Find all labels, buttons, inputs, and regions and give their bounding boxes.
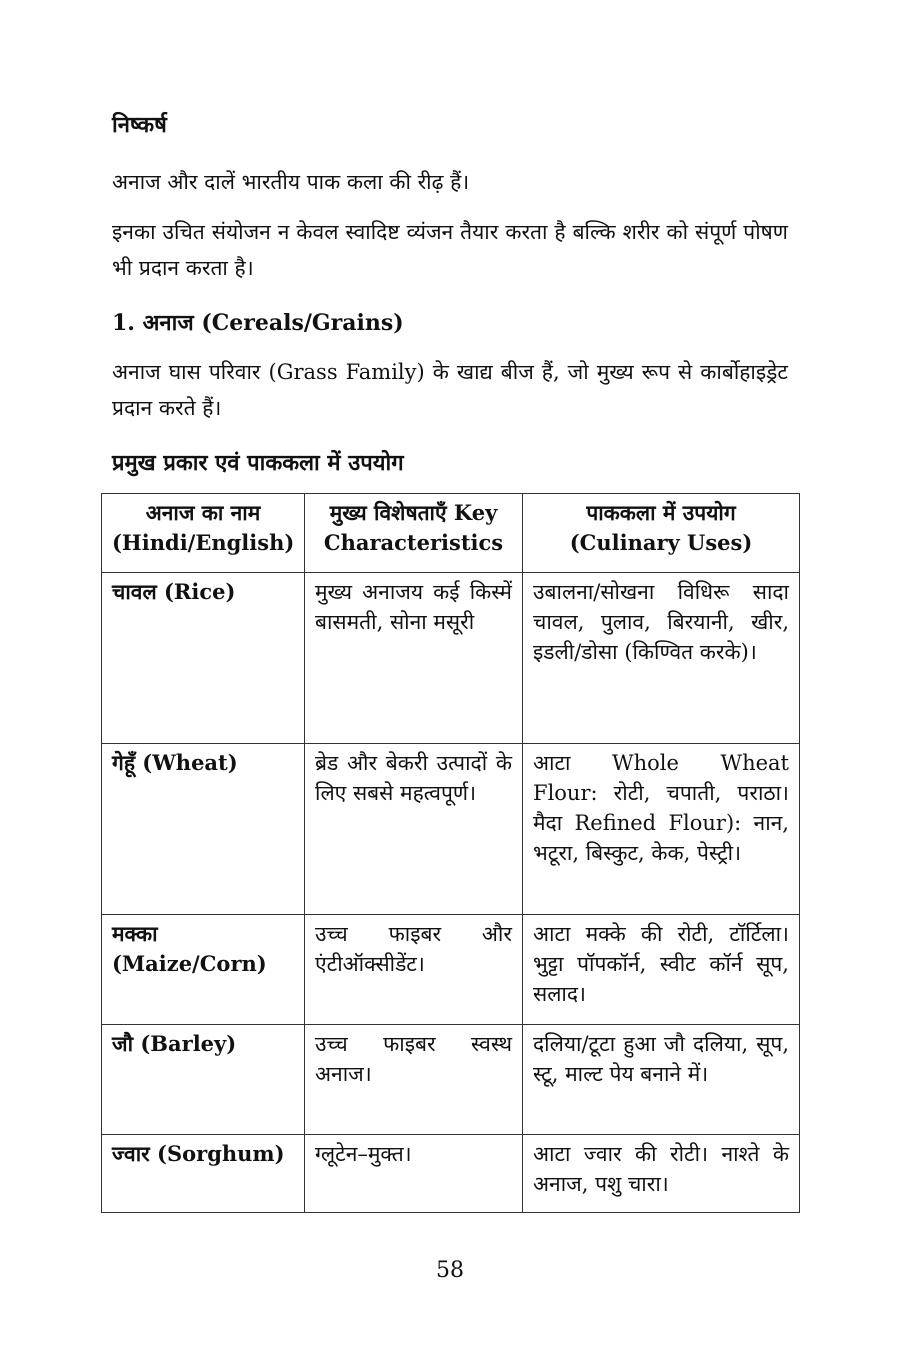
table-row	[102, 744, 800, 915]
culinary-uses-cell: आटा Whole Wheat Flour: रोटी, चपाती, पराठा। मैदा Refined Flour): नान, भटूरा, बिस्कुट, केक, पेस्ट्री।	[523, 744, 800, 915]
conclusion-paragraph-2: इनका उचित संयोजन न केवल स्वादिष्ट व्यंजन तैयार करता है बल्कि शरीर को संपूर्ण पोषण भी प्रदान करता है।	[112, 220, 788, 280]
characteristics-cell: ब्रेड और बेकरी उत्पादों के लिए सबसे महत्वपूर्ण।	[305, 744, 523, 915]
grain-name-cell: ज्वार (Sorghum)	[102, 1135, 305, 1213]
grains-table	[101, 493, 800, 1213]
characteristics-cell: उच्च फाइबर और एंटीऑक्सीडेंट।	[305, 915, 523, 1025]
table-row	[102, 1025, 800, 1135]
culinary-uses-cell: आटा मक्के की रोटी, टॉर्टिला। भुट्टा पॉपकॉर्न, स्वीट कॉर्न सूप, सलाद।	[523, 915, 800, 1025]
culinary-uses-cell: आटा ज्वार की रोटी। नाश्ते के अनाज, पशु चारा।	[523, 1135, 800, 1213]
header-key-characteristics: मुख्य विशेषताएँ Key Characteristics	[305, 494, 523, 573]
table-header-row	[102, 494, 800, 573]
grain-name-cell: जौ (Barley)	[102, 1025, 305, 1135]
characteristics-cell: उच्च फाइबर स्वस्थ अनाज।	[305, 1025, 523, 1135]
header-culinary-uses: पाककला में उपयोग (Culinary Uses)	[523, 494, 800, 573]
table-subheading: प्रमुख प्रकार एवं पाककला में उपयोग	[112, 450, 404, 476]
section-intro: अनाज घास परिवार (Grass Family) के खाद्य बीज हैं, जो मुख्य रूप से कार्बोहाइड्रेट प्रदान करते हैं।	[112, 360, 788, 420]
conclusion-paragraph-1: अनाज और दालें भारतीय पाक कला की रीढ़ हैं।	[112, 170, 470, 194]
characteristics-cell: ग्लूटेन–मुक्त।	[305, 1135, 523, 1213]
table-row	[102, 915, 800, 1025]
culinary-uses-cell: उबालना/सोखना विधिरू सादा चावल, पुलाव, बिरयानी, खीर, इडली/डोसा (किण्वित करके)।	[523, 573, 800, 744]
page-content	[112, 108, 788, 494]
header-grain-name: अनाज का नाम (Hindi/English)	[102, 494, 305, 573]
section-heading: 1. अनाज (Cereals/Grains)	[112, 310, 404, 336]
grain-name-cell: चावल (Rice)	[102, 573, 305, 744]
grain-name-cell: गेहूँ (Wheat)	[102, 744, 305, 915]
grain-name-cell: मक्का (Maize/Corn)	[102, 915, 305, 1025]
culinary-uses-cell: दलिया/टूटा हुआ जौ दलिया, सूप, स्टू, माल्ट पेय बनाने में।	[523, 1025, 800, 1135]
table-row	[102, 573, 800, 744]
table-row	[102, 1135, 800, 1213]
characteristics-cell: मुख्य अनाजय कई किस्में बासमती, सोना मसूरी	[305, 573, 523, 744]
page-number: 58	[436, 1258, 464, 1283]
conclusion-heading: निष्कर्ष	[112, 112, 167, 138]
